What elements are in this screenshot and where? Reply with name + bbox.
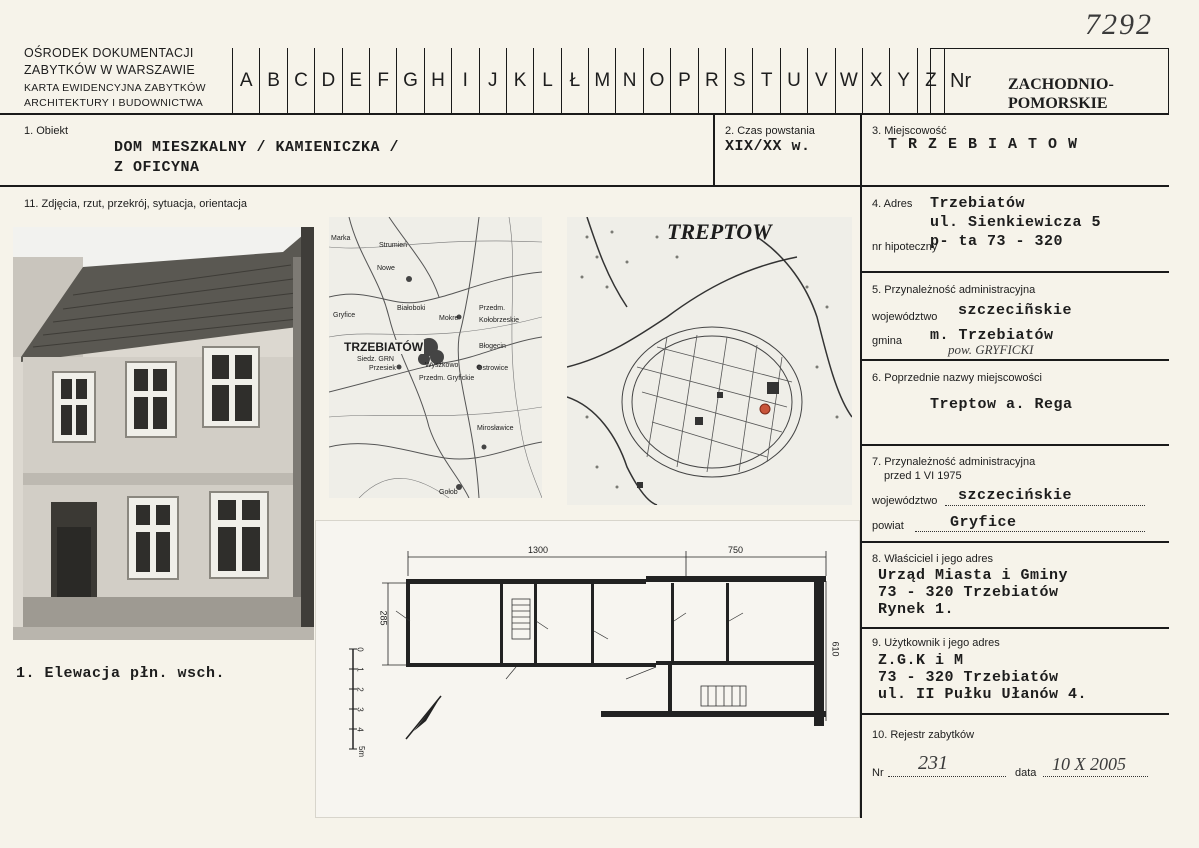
owner-label: 8. Właściciel i jego adres — [872, 553, 994, 565]
building-photo — [13, 227, 314, 640]
index-letter-16: O — [644, 48, 671, 114]
map-place-bialoboki: Białoboki — [397, 305, 426, 312]
index-letter-12: L — [534, 48, 561, 114]
map-place-gryfice: Gryfice — [333, 312, 356, 319]
index-letter-22: V — [808, 48, 835, 114]
index-letter-24: X — [863, 48, 890, 114]
map-place-przedm: Przedm. — [479, 305, 506, 312]
county-label: powiat — [872, 520, 904, 532]
time-value: XIX/XX w. — [725, 138, 811, 155]
plan-dim-right: 610 — [830, 641, 841, 657]
rule-under-previous-names — [860, 444, 1169, 446]
map-place-nowe: Nowe — [377, 265, 395, 272]
letter-index-row — [232, 48, 945, 114]
rule-under-admin — [860, 359, 1169, 361]
rule-under-user — [860, 713, 1169, 715]
index-letter-14: M — [589, 48, 616, 114]
photo-caption: 1. Elewacja płn. wsch. — [16, 665, 226, 682]
regional-map — [329, 217, 542, 498]
user-line-2: 73 - 320 Trzebiatów — [878, 669, 1059, 686]
county-dotted-line — [915, 531, 1145, 532]
county-value: Gryfice — [950, 514, 1017, 531]
user-label: 9. Użytkownik i jego adres — [872, 637, 1000, 649]
voivodeship-label: województwo — [872, 311, 938, 323]
rule-under-section-1 — [0, 185, 1169, 187]
map-town-label: TRZEBIATÓW — [344, 340, 424, 354]
town-map-title: TREPTOW — [667, 219, 772, 244]
institution-line-2: ZABYTKÓW W WARSZAWIE — [24, 63, 196, 77]
map-place-blogecin: Błogęcin — [479, 343, 506, 350]
scale-tick-3: 3 — [355, 707, 365, 712]
map-place-miroslawice: Mirosławice — [477, 425, 514, 432]
town-plan-map — [567, 217, 852, 505]
previous-names-value: Treptow a. Rega — [930, 396, 1073, 413]
register-date-label: data — [1015, 767, 1037, 779]
object-label: 1. Obiekt — [24, 125, 69, 137]
photos-label: 11. Zdjęcia, rzut, przekrój, sytuacja, orientacja — [24, 198, 247, 210]
index-letter-2: B — [260, 48, 287, 114]
floor-plan — [315, 520, 860, 818]
institution-line-4: ARCHITEKTURY I BUDOWNICTWA — [24, 97, 204, 109]
index-letter-25: Y — [890, 48, 917, 114]
map-place-golob: Gołob — [439, 489, 458, 496]
time-label: 2. Czas powstania — [725, 125, 815, 137]
scale-tick-2: 2 — [355, 687, 365, 692]
map-place-przedm-gryfickie: Przedm. Gryfickie — [419, 375, 475, 382]
map-place-przesiek: Przesiek — [369, 365, 396, 372]
handwritten-catalog-number: 7292 — [1085, 8, 1153, 41]
scale-tick-5m: 5m — [357, 745, 367, 758]
map-place-siedz-grn: Siedz. GRN — [357, 356, 394, 363]
commune-label: gmina — [872, 335, 902, 347]
address-line-2: ul. Sienkiewicza 5 — [930, 214, 1102, 231]
index-letter-11: K — [507, 48, 534, 114]
plan-dim-left: 285 — [378, 610, 389, 626]
mortgage-number-label: nr hipoteczny — [872, 241, 938, 253]
rule-under-owner — [860, 627, 1169, 629]
rule-under-address — [860, 271, 1169, 273]
address-label: 4. Adres — [872, 198, 913, 210]
address-line-1: Trzebiatów — [930, 195, 1026, 212]
admin-1975-label: 7. Przynależność administracyjna — [872, 456, 1036, 468]
index-letter-17: P — [671, 48, 698, 114]
admin-affiliation-label: 5. Przynależność administracyjna — [872, 284, 1036, 296]
town-plan-map-drawing — [567, 217, 852, 505]
index-letter-18: R — [699, 48, 726, 114]
building-photo-drawing — [13, 227, 314, 640]
object-value-line-1: DOM MIESZKALNY / KAMIENICZKA / — [114, 139, 400, 156]
index-letter-19: S — [726, 48, 753, 114]
index-letter-26: Z — [918, 48, 945, 114]
commune-value: m. Trzebiatów — [930, 327, 1054, 344]
plan-dim-top-left: 1300 — [528, 545, 549, 555]
voivodeship-value: szczeciñskie — [958, 302, 1073, 319]
index-letter-4: D — [315, 48, 342, 114]
nr-label: Nr — [950, 70, 972, 92]
owner-line-3: Rynek 1. — [878, 601, 955, 618]
map-place-ostrowice: Ostrowice — [477, 365, 509, 372]
plan-dim-top-right: 750 — [728, 545, 744, 555]
register-date-dotted-line — [1043, 776, 1148, 777]
locality-label: 3. Miejscowość — [872, 125, 947, 137]
index-letter-21: U — [781, 48, 808, 114]
index-letter-6: F — [370, 48, 397, 114]
institution-line-3: KARTA EWIDENCYJNA ZABYTKÓW — [24, 82, 206, 94]
index-letter-5: E — [343, 48, 370, 114]
voivodeship-1975-value: szczecińskie — [958, 487, 1073, 504]
previous-names-label: 6. Poprzednie nazwy miejscowości — [872, 372, 1042, 384]
register-label: 10. Rejestr zabytków — [872, 729, 975, 741]
map-place-wyszkowo: Wyszkowo — [425, 362, 459, 369]
map-place-mokre: Mokre — [439, 315, 459, 322]
voivodeship-1975-label: województwo — [872, 495, 938, 507]
scale-tick-1: 1 — [355, 667, 365, 672]
index-letter-1: A — [233, 48, 260, 114]
rule-under-admin-1975 — [860, 541, 1169, 543]
register-nr-label: Nr — [872, 767, 884, 779]
object-value-line-2: Z OFICYNA — [114, 159, 200, 176]
index-letter-23: W — [836, 48, 863, 114]
admin-1975-sub-label: przed 1 VI 1975 — [884, 470, 962, 482]
user-line-3: ul. II Pułku Ułanów 4. — [878, 686, 1088, 703]
map-place-marka: Marka — [331, 235, 351, 242]
user-line-1: Z.G.K i M — [878, 652, 964, 669]
vertical-divider-time — [713, 113, 715, 186]
region-line-2: POMORSKIE — [1008, 95, 1108, 112]
register-date-value: 10 X 2005 — [1052, 754, 1126, 774]
map-place-strumien: Strumień — [379, 242, 408, 249]
scale-tick-0: 0 — [355, 647, 365, 652]
voivodeship-1975-dotted-line — [945, 505, 1145, 506]
index-letter-10: J — [480, 48, 507, 114]
map-place-kolobrzeskie: Kołobrzeskie — [479, 317, 520, 324]
index-letter-20: T — [753, 48, 780, 114]
index-letter-8: H — [425, 48, 452, 114]
register-nr-value: 231 — [918, 752, 948, 774]
floor-plan-drawing — [316, 521, 859, 817]
institution-line-1: OŚRODEK DOKUMENTACJI — [24, 46, 194, 60]
owner-line-1: Urząd Miasta i Gminy — [878, 567, 1069, 584]
index-letter-7: G — [397, 48, 424, 114]
commune-handwritten-note: pow. GRYFICKI — [948, 342, 1034, 357]
owner-line-2: 73 - 320 Trzebiatów — [878, 584, 1059, 601]
index-letter-13: Ł — [562, 48, 589, 114]
locality-value: T R Z E B I A T O W — [888, 136, 1079, 153]
index-letter-15: N — [616, 48, 643, 114]
index-letter-3: C — [288, 48, 315, 114]
address-line-3: p- ta 73 - 320 — [930, 233, 1064, 250]
region-line-1: ZACHODNIO- — [1008, 76, 1114, 93]
rule-under-header — [0, 113, 1169, 115]
index-letter-9: I — [452, 48, 479, 114]
scale-tick-4: 4 — [355, 727, 365, 732]
register-nr-dotted-line — [888, 776, 1006, 777]
